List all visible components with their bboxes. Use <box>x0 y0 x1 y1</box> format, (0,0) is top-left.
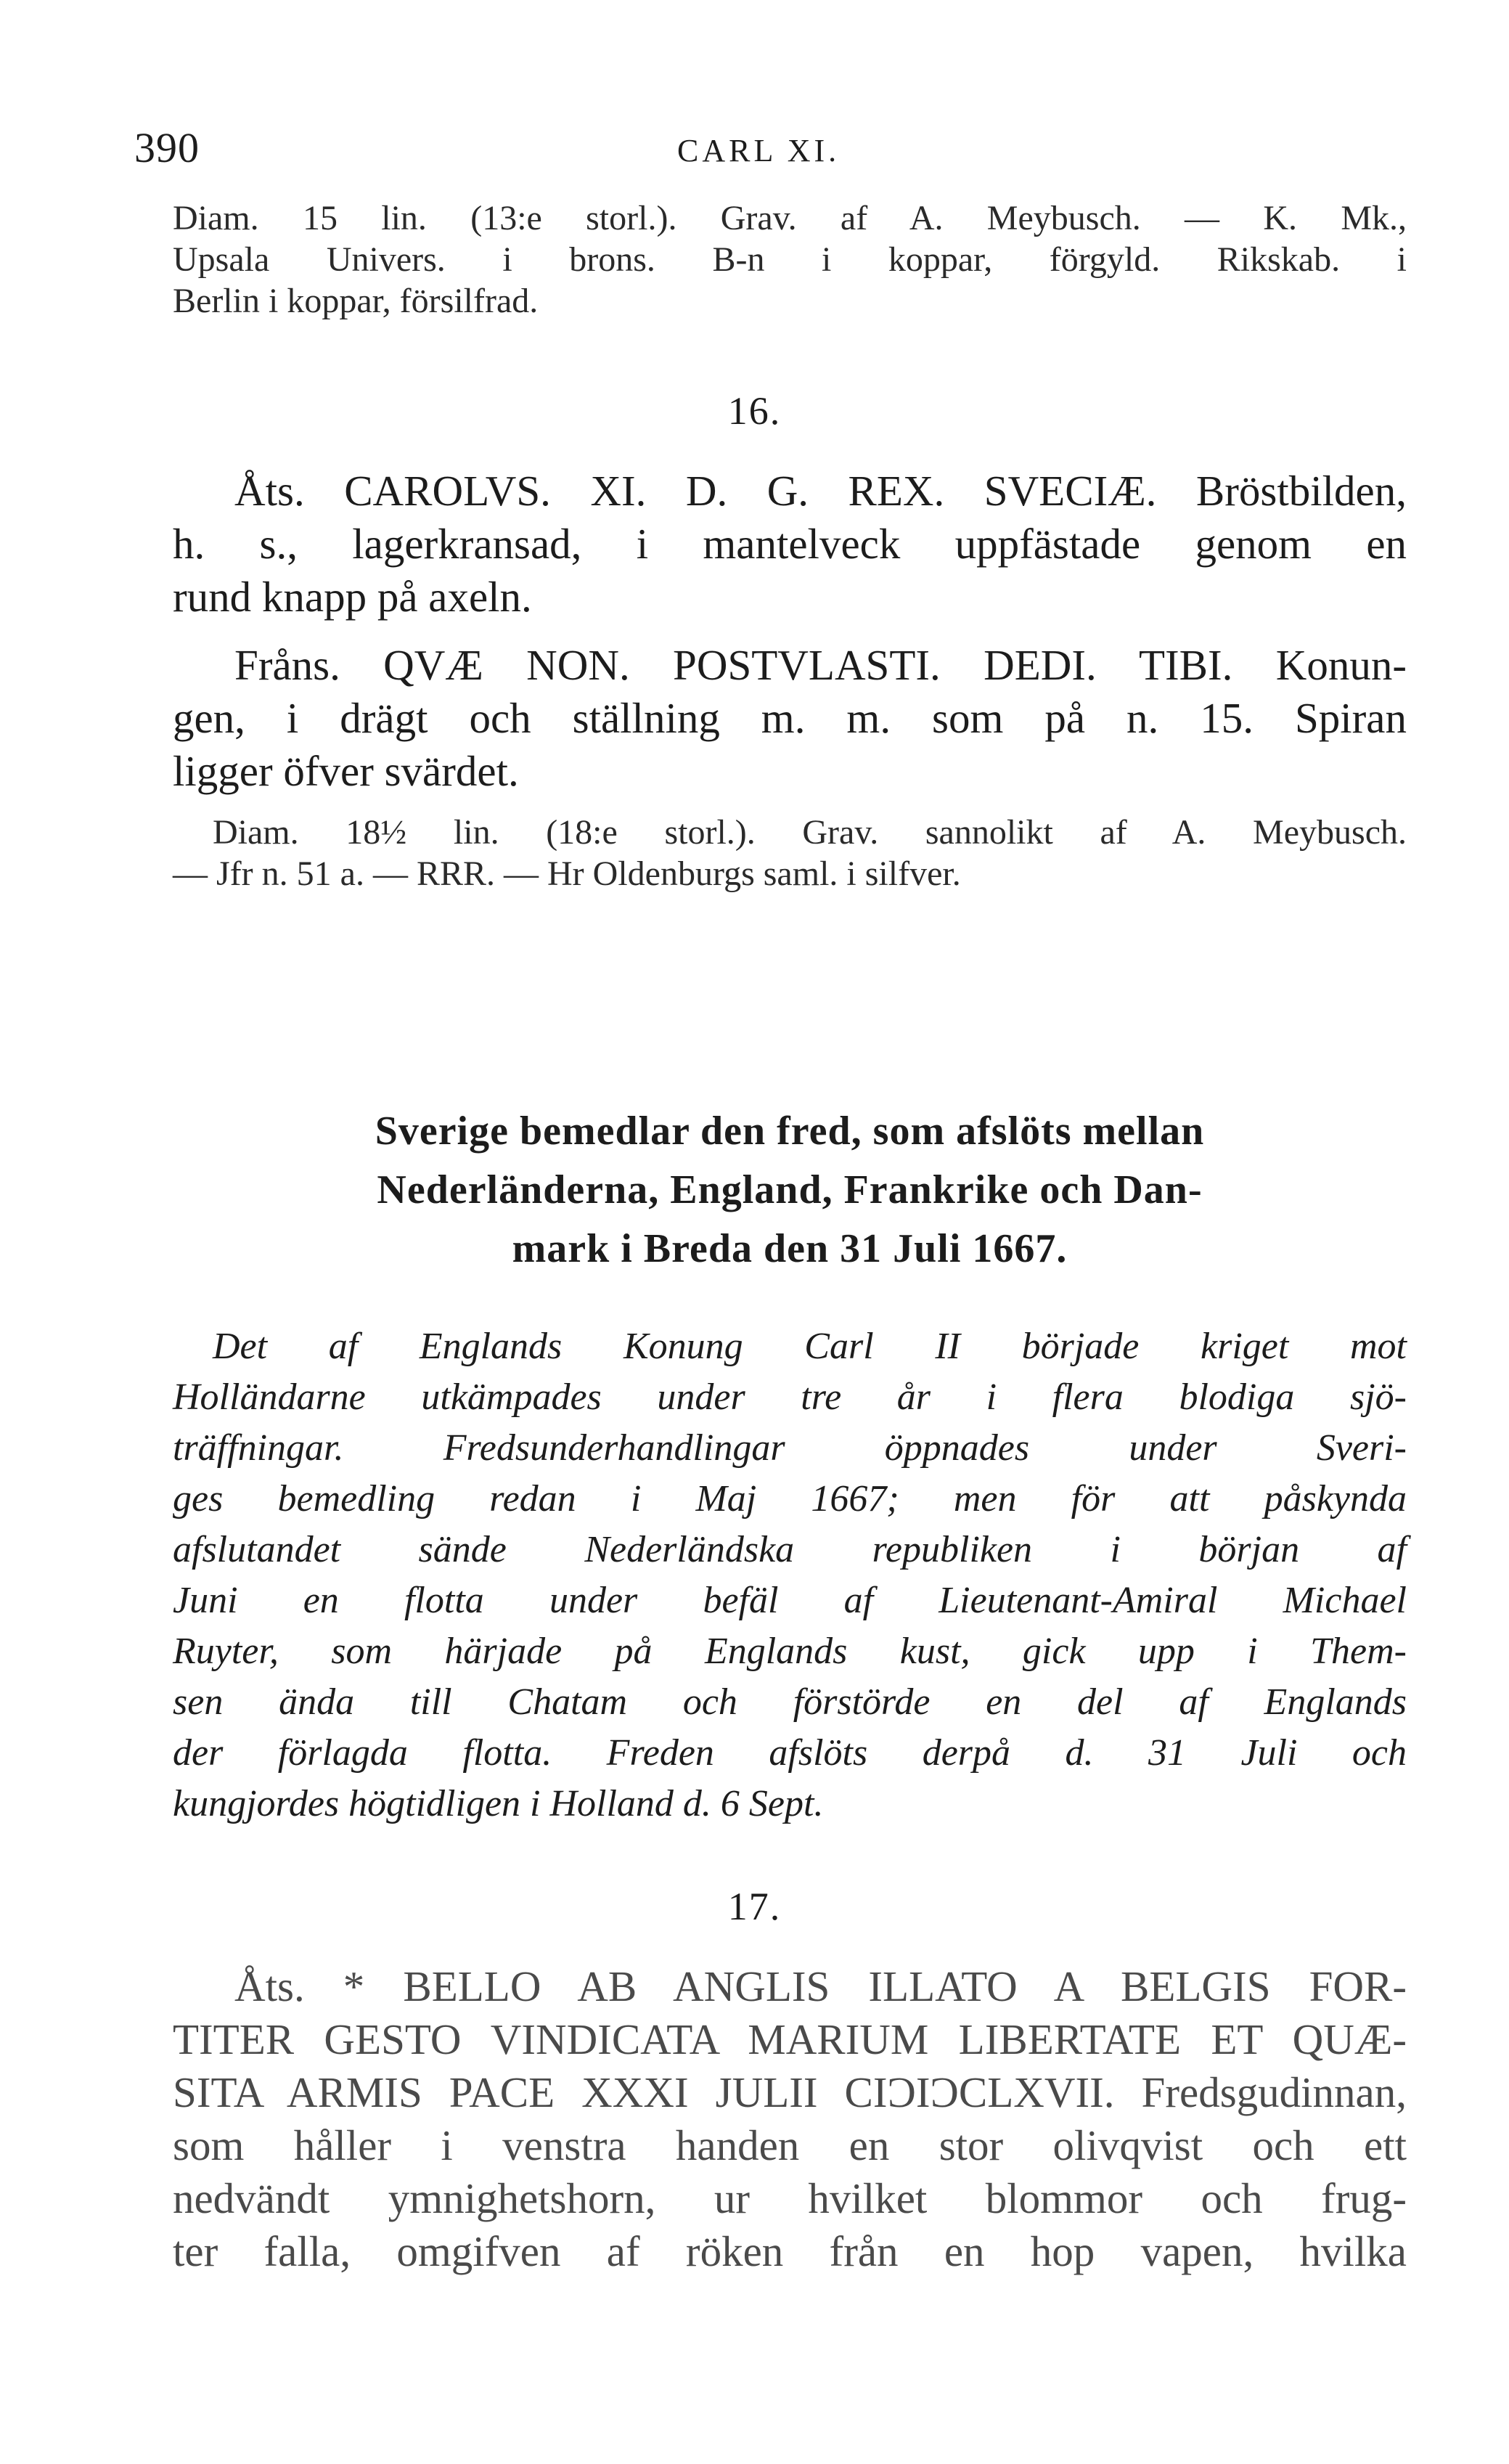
intro-line: träffningar. Fredsunderhandlingar öppnades under Sveri- <box>173 1427 1407 1469</box>
reverse-line: Fråns. QVÆ NON. POSTVLASTI. DEDI. TIBI. Konun- <box>234 641 1407 689</box>
notes-line: — Jfr n. 51 a. — RRR. — Hr Oldenburgs saml. i silfver. <box>173 854 961 893</box>
notes-line: Diam. 18½ lin. (18:e storl.). Grav. sannolikt af A. Meybusch. <box>213 813 1407 852</box>
intro-line: der förlagda flotta. Freden afslöts derpå d. 31 Juli och <box>173 1732 1407 1774</box>
section-intro <box>173 1321 1407 1829</box>
obverse-line: Åts. * BELLO AB ANGLIS ILLATO A BELGIS FOR- <box>234 1962 1407 2010</box>
continuation-note <box>173 197 1407 322</box>
intro-line: Ruyter, som härjade på Englands kust, gick upp i Them- <box>173 1631 1407 1672</box>
reverse-line: gen, i drägt och ställning m. m. som på n. 15. Spiran <box>173 694 1407 742</box>
obverse-line: Åts. CAROLVS. XI. D. G. REX. SVECIÆ. Bröstbilden, <box>234 467 1407 515</box>
intro-line: ges bemedling redan i Maj 1667; men för att påskynda <box>173 1478 1407 1519</box>
section-heading <box>173 1102 1407 1278</box>
page-number: 390 <box>134 124 200 171</box>
obverse-line: nedvändt ymnighetshorn, ur hvilket blommor och frug- <box>173 2174 1407 2222</box>
page-header <box>134 123 1412 174</box>
entry-16-reverse <box>173 639 1407 798</box>
obverse-line: ter falla, omgifven af röken från en hop vapen, hvilka <box>173 2227 1407 2275</box>
intro-line: sen ända till Chatam och förstörde en del af Englands <box>173 1681 1407 1723</box>
note-line: Diam. 15 lin. (13:e storl.). Grav. af A. Meybusch. — K. Mk., <box>173 199 1407 237</box>
note-line: Upsala Univers. i brons. B-n i koppar, förgyld. Rikskab. i <box>173 240 1407 279</box>
entry-16-notes <box>173 812 1407 894</box>
intro-line: Holländarne utkämpades under tre år i flera blodiga sjö- <box>173 1376 1407 1418</box>
intro-line: Det af Englands Konung Carl II började kriget mot <box>213 1326 1407 1367</box>
running-head: CARL XI. <box>677 133 841 168</box>
obverse-line: rund knapp på axeln. <box>173 573 532 621</box>
entry-number-16: 16. <box>727 389 782 433</box>
entry-16-obverse <box>173 465 1407 624</box>
intro-line: afslutandet sände Nederländska republiken i början af <box>173 1529 1407 1570</box>
heading-line: Sverige bemedlar den fred, som afslöts mellan <box>375 1109 1205 1154</box>
heading-line: Nederländerna, England, Frankrike och Dan- <box>377 1167 1203 1212</box>
intro-line: Juni en flotta under befäl af Lieutenant-Amiral Michael <box>173 1580 1407 1621</box>
note-line: Berlin i koppar, försilfrad. <box>173 282 539 320</box>
obverse-line: h. s., lagerkransad, i mantelveck uppfästade genom en <box>173 520 1407 568</box>
entry-17-obverse <box>173 1960 1407 2278</box>
obverse-line: SITA ARMIS PACE XXXI JULII CIƆIƆCLXVII. Fredsgudinnan, <box>173 2068 1407 2116</box>
reverse-line: ligger öfver svärdet. <box>173 747 519 795</box>
entry-number-17: 17. <box>727 1885 782 1928</box>
obverse-line: som håller i venstra handen en stor olivqvist och ett <box>173 2121 1407 2169</box>
obverse-line: TITER GESTO VINDICATA MARIUM LIBERTATE ET QUÆ- <box>173 2015 1407 2063</box>
intro-line: kungjordes högtidligen i Holland d. 6 Sept. <box>173 1783 824 1824</box>
heading-line: mark i Breda den 31 Juli 1667. <box>512 1226 1068 1271</box>
